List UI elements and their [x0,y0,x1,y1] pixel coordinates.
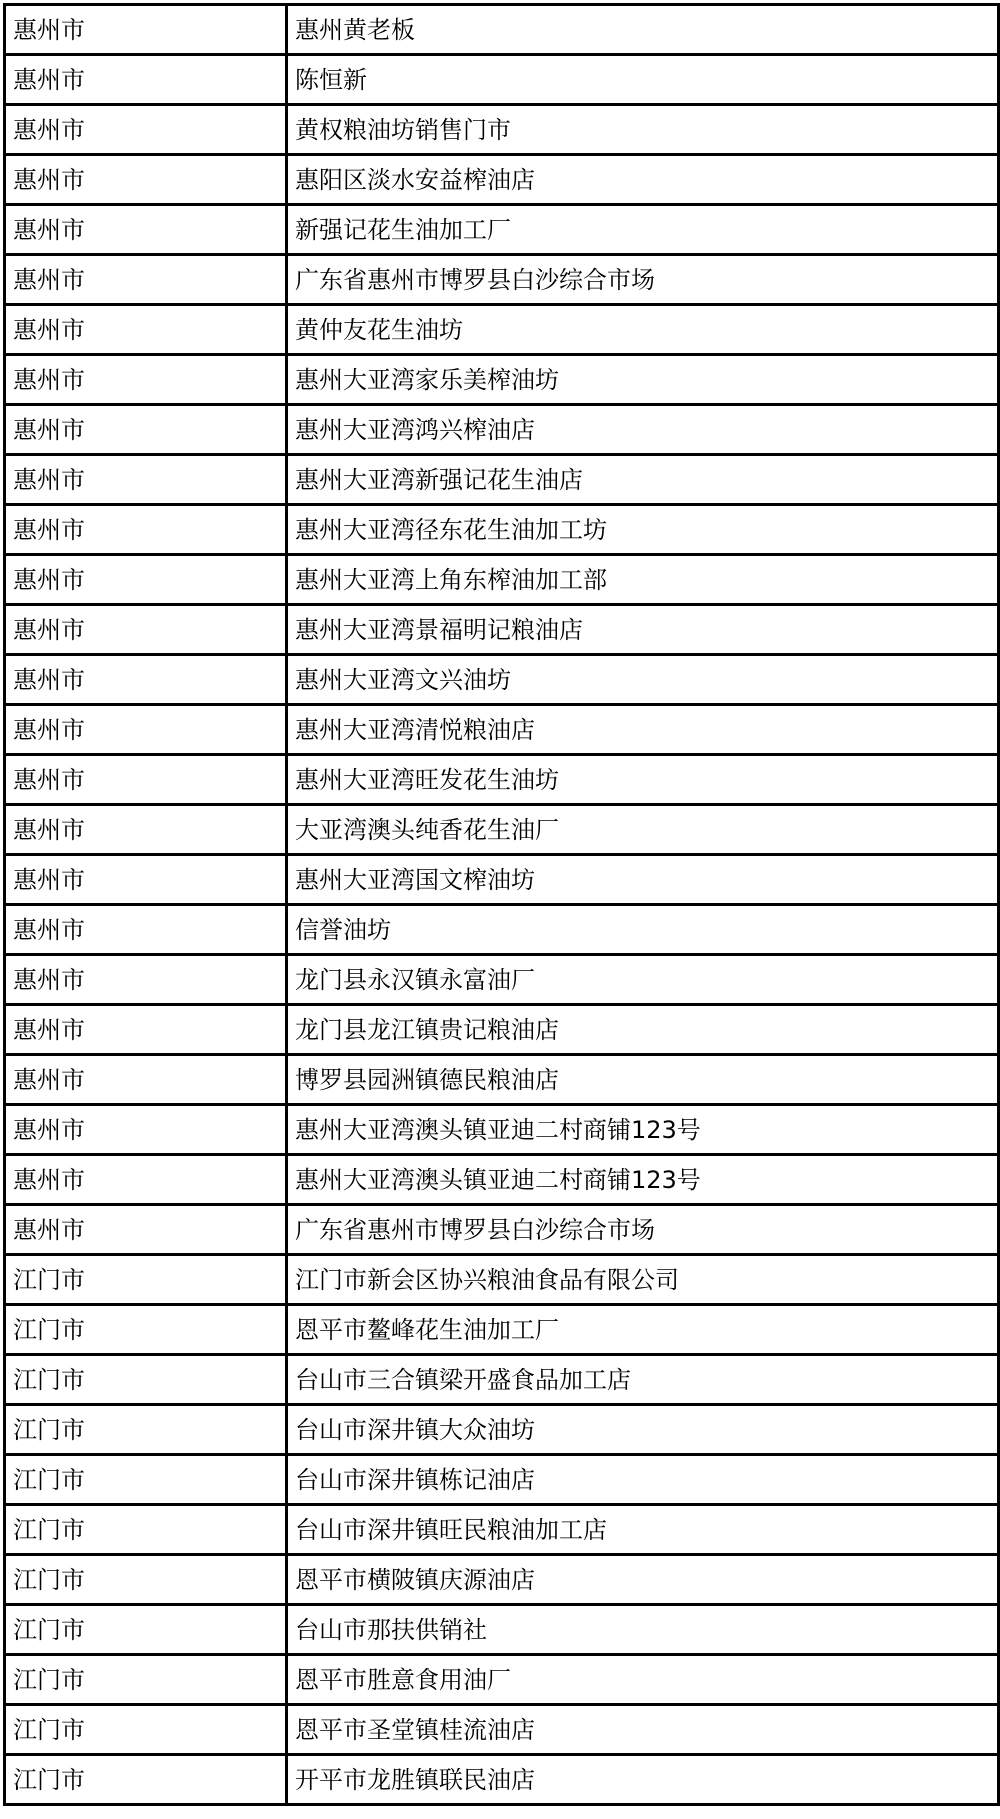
table-row [5,705,999,755]
name-cell[interactable]: 惠州大亚湾家乐美榨油坊 [287,355,999,405]
name-cell[interactable]: 恩平市鳌峰花生油加工厂 [287,1305,999,1355]
name-cell[interactable]: 台山市深井镇旺民粮油加工店 [287,1505,999,1555]
name-cell[interactable]: 惠州大亚湾清悦粮油店 [287,705,999,755]
city-cell[interactable]: 江门市 [5,1555,287,1605]
name-cell[interactable]: 惠州大亚湾上角东榨油加工部 [287,555,999,605]
name-cell[interactable]: 惠州大亚湾景福明记粮油店 [287,605,999,655]
name-cell[interactable]: 惠州大亚湾国文榨油坊 [287,855,999,905]
city-cell[interactable]: 惠州市 [5,5,287,55]
table-row [5,1755,999,1805]
city-cell[interactable]: 惠州市 [5,155,287,205]
table-row [5,1605,999,1655]
table-body [5,5,999,1805]
city-cell[interactable]: 惠州市 [5,805,287,855]
table-row [5,355,999,405]
table-row [5,1705,999,1755]
city-cell[interactable]: 惠州市 [5,255,287,305]
table-row [5,855,999,905]
name-cell[interactable]: 台山市三合镇梁开盛食品加工店 [287,1355,999,1405]
name-cell[interactable]: 台山市深井镇栋记油店 [287,1455,999,1505]
table-row [5,755,999,805]
city-cell[interactable]: 惠州市 [5,855,287,905]
name-cell[interactable]: 龙门县龙江镇贵记粮油店 [287,1005,999,1055]
city-cell[interactable]: 江门市 [5,1655,287,1705]
city-cell[interactable]: 江门市 [5,1355,287,1405]
name-cell[interactable]: 黄仲友花生油坊 [287,305,999,355]
name-cell[interactable]: 大亚湾澳头纯香花生油厂 [287,805,999,855]
city-cell[interactable]: 惠州市 [5,1205,287,1255]
city-cell[interactable]: 惠州市 [5,1105,287,1155]
name-cell[interactable]: 博罗县园洲镇德民粮油店 [287,1055,999,1105]
city-cell[interactable]: 惠州市 [5,555,287,605]
table-row [5,1555,999,1605]
table-row [5,1255,999,1305]
city-cell[interactable]: 惠州市 [5,705,287,755]
table-row [5,205,999,255]
name-cell[interactable]: 惠州大亚湾径东花生油加工坊 [287,505,999,555]
table-row [5,1055,999,1105]
name-cell[interactable]: 台山市深井镇大众油坊 [287,1405,999,1455]
data-table [3,3,1000,1806]
city-cell[interactable]: 惠州市 [5,355,287,405]
name-cell[interactable]: 陈恒新 [287,55,999,105]
city-cell[interactable]: 惠州市 [5,905,287,955]
city-cell[interactable]: 惠州市 [5,1155,287,1205]
city-cell[interactable]: 江门市 [5,1305,287,1355]
city-cell[interactable]: 惠州市 [5,605,287,655]
table-row [5,555,999,605]
name-cell[interactable]: 信誉油坊 [287,905,999,955]
table-row [5,655,999,705]
table-row [5,1355,999,1405]
table-row [5,1205,999,1255]
city-cell[interactable]: 惠州市 [5,105,287,155]
city-cell[interactable]: 江门市 [5,1405,287,1455]
city-cell[interactable]: 惠州市 [5,205,287,255]
name-cell[interactable]: 惠州黄老板 [287,5,999,55]
table-row [5,605,999,655]
table-row [5,305,999,355]
name-cell[interactable]: 惠州大亚湾鸿兴榨油店 [287,405,999,455]
table-row [5,505,999,555]
table-row [5,105,999,155]
city-cell[interactable]: 惠州市 [5,55,287,105]
name-cell[interactable]: 惠州大亚湾新强记花生油店 [287,455,999,505]
table-row [5,1305,999,1355]
name-cell[interactable]: 广东省惠州市博罗县白沙综合市场 [287,255,999,305]
city-cell[interactable]: 惠州市 [5,305,287,355]
city-cell[interactable]: 惠州市 [5,455,287,505]
table-row [5,1155,999,1205]
table-row [5,1655,999,1705]
city-cell[interactable]: 惠州市 [5,405,287,455]
table-row [5,5,999,55]
city-cell[interactable]: 江门市 [5,1755,287,1805]
table-row [5,1105,999,1155]
city-cell[interactable]: 江门市 [5,1255,287,1305]
name-cell[interactable]: 惠州大亚湾文兴油坊 [287,655,999,705]
name-cell[interactable]: 开平市龙胜镇联民油店 [287,1755,999,1805]
name-cell[interactable]: 惠州大亚湾澳头镇亚迪二村商铺123号 [287,1105,999,1155]
table-row [5,805,999,855]
city-cell[interactable]: 江门市 [5,1505,287,1555]
name-cell[interactable]: 恩平市胜意食用油厂 [287,1655,999,1705]
table-row [5,405,999,455]
table-row [5,905,999,955]
name-cell[interactable]: 龙门县永汉镇永富油厂 [287,955,999,1005]
name-cell[interactable]: 黄权粮油坊销售门市 [287,105,999,155]
city-cell[interactable]: 惠州市 [5,755,287,805]
name-cell[interactable]: 广东省惠州市博罗县白沙综合市场 [287,1205,999,1255]
city-cell[interactable]: 惠州市 [5,955,287,1005]
name-cell[interactable]: 江门市新会区协兴粮油食品有限公司 [287,1255,999,1305]
city-cell[interactable]: 惠州市 [5,655,287,705]
city-cell[interactable]: 惠州市 [5,1005,287,1055]
table-row [5,955,999,1005]
city-cell[interactable]: 惠州市 [5,505,287,555]
name-cell[interactable]: 新强记花生油加工厂 [287,205,999,255]
spreadsheet [3,3,997,1816]
name-cell[interactable]: 恩平市圣堂镇桂流油店 [287,1705,999,1755]
table-row [5,455,999,505]
name-cell[interactable]: 台山市那扶供销社 [287,1605,999,1655]
city-cell[interactable]: 江门市 [5,1605,287,1655]
name-cell[interactable]: 惠州大亚湾旺发花生油坊 [287,755,999,805]
city-cell[interactable]: 江门市 [5,1455,287,1505]
city-cell[interactable]: 江门市 [5,1705,287,1755]
name-cell[interactable]: 惠阳区淡水安益榨油店 [287,155,999,205]
table-row [5,1405,999,1455]
name-cell[interactable]: 惠州大亚湾澳头镇亚迪二村商铺123号 [287,1155,999,1205]
table-row [5,1455,999,1505]
city-cell[interactable]: 惠州市 [5,1055,287,1105]
table-row [5,255,999,305]
name-cell[interactable]: 恩平市横陂镇庆源油店 [287,1555,999,1605]
table-row [5,155,999,205]
table-row [5,1505,999,1555]
table-row [5,1005,999,1055]
table-row [5,55,999,105]
